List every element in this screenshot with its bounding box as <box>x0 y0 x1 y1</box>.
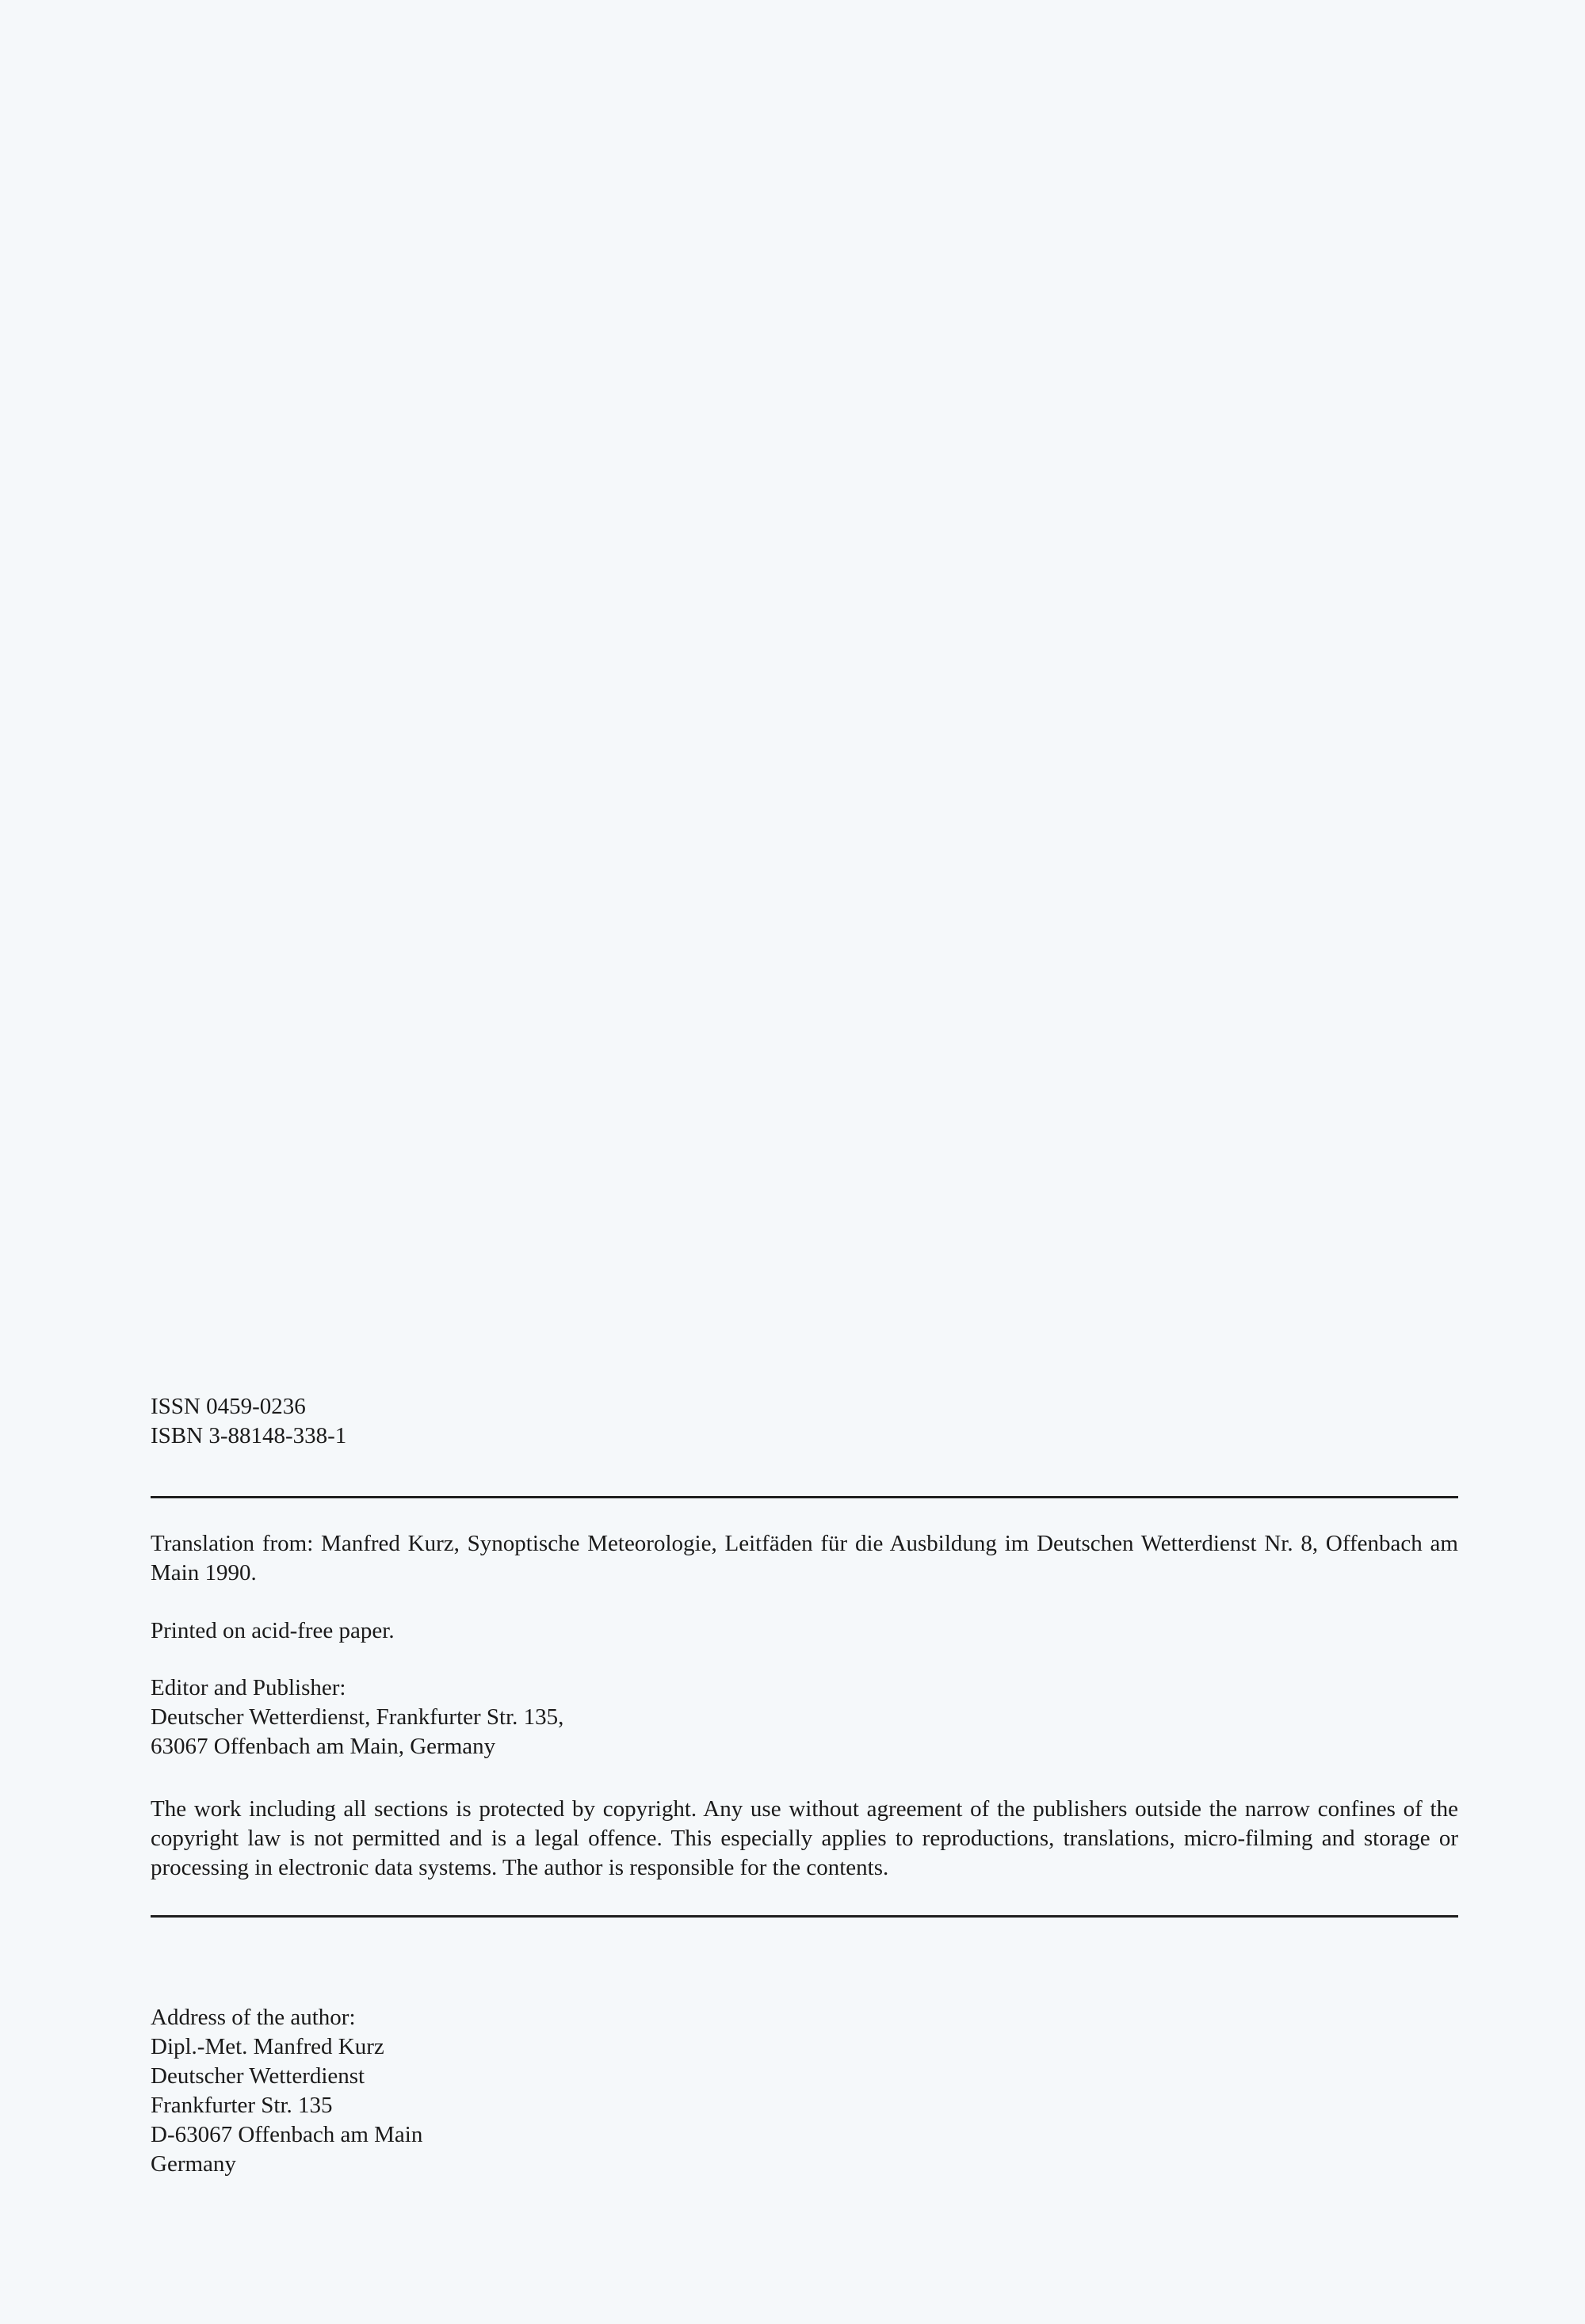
author-address-heading: Address of the author: <box>151 2005 356 2030</box>
author-country: Germany <box>151 2151 236 2177</box>
isbn: ISBN 3-88148-338-1 <box>151 1423 347 1448</box>
top-divider <box>151 1496 1458 1498</box>
publisher-heading: Editor and Publisher: <box>151 1675 346 1700</box>
copyright-notice: The work including all sections is protected by copyright. Any use without agreement of the publishers outside the narrow confines of the copyright law is not permitted and is a legal offence. This especially applies to reproductions, translations, micro-filming and storage or processing in electronic data systems. The author is responsible for the contents. <box>151 1796 1458 1880</box>
publisher-line-2: 63067 Offenbach am Main, Germany <box>151 1734 496 1759</box>
author-address-block <box>151 2003 1458 2179</box>
author-city: D-63067 Offenbach am Main <box>151 2122 423 2147</box>
issn: ISSN 0459-0236 <box>151 1394 306 1419</box>
author-organization: Deutscher Wetterdienst <box>151 2063 365 2089</box>
publisher-block <box>151 1673 1458 1761</box>
translation-note: Translation from: Manfred Kurz, Synoptische Meteorologie, Leitfäden für die Ausbildung im Deutschen Wetterdienst Nr. 8, Offenbach am Main 1990. <box>151 1531 1458 1586</box>
paper-note: Printed on acid-free paper. <box>151 1618 395 1643</box>
author-street: Frankfurter Str. 135 <box>151 2093 333 2118</box>
identifiers-block <box>151 1392 1458 1451</box>
bottom-divider <box>151 1915 1458 1918</box>
publisher-line-1: Deutscher Wetterdienst, Frankfurter Str. 135, <box>151 1704 564 1730</box>
author-name: Dipl.-Met. Manfred Kurz <box>151 2034 384 2059</box>
